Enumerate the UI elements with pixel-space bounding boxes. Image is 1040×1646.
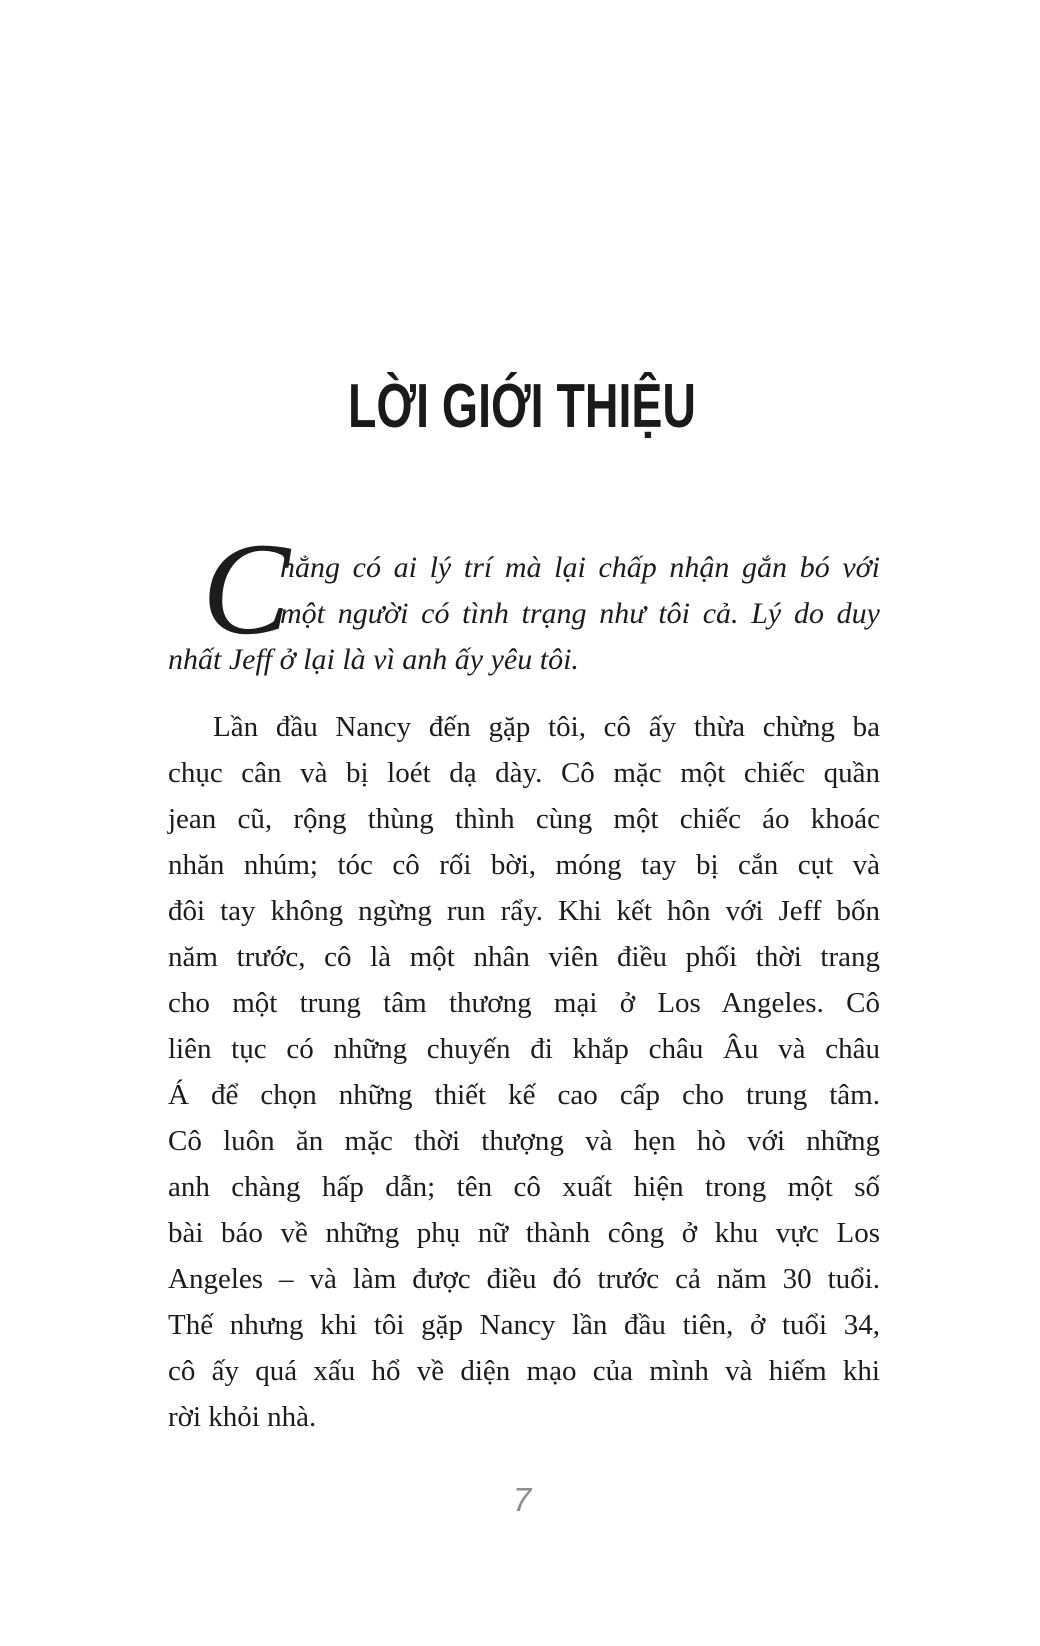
intro-line: một người có tình trạng như tôi cả. Lý do duy: [280, 597, 880, 630]
body-line: Lần đầu Nancy đến gặp tôi, cô ấy thừa chừng ba: [213, 711, 880, 743]
chapter-title: [164, 371, 880, 442]
body-line: Angeles – và làm được điều đó trước cả năm 30 tuổi.: [168, 1263, 880, 1295]
body-line: chục cân và bị loét dạ dày. Cô mặc một chiếc quần: [168, 757, 880, 789]
body-line: năm trước, cô là một nhân viên điều phối thời trang: [168, 941, 880, 973]
body-line: rời khỏi nhà.: [168, 1401, 317, 1433]
body-line: cô ấy quá xấu hổ về diện mạo của mình và hiếm khi: [168, 1355, 880, 1387]
body-line: jean cũ, rộng thùng thình cùng một chiếc áo khoác: [168, 803, 880, 835]
body-line: liên tục có những chuyến đi khắp châu Âu và châu: [168, 1033, 880, 1065]
body-line: cho một trung tâm thương mại ở Los Angeles. Cô: [168, 987, 880, 1019]
drop-cap: C: [202, 515, 291, 662]
body-line: Cô luôn ăn mặc thời thượng và hẹn hò với những: [168, 1125, 880, 1157]
chapter-title-text: LỜI GIỚI THIỆU: [347, 372, 696, 441]
page-number: 7: [512, 1481, 532, 1518]
intro-line: hẳng có ai lý trí mà lại chấp nhận gắn bó với: [280, 551, 880, 584]
body-line: Á để chọn những thiết kế cao cấp cho trung tâm.: [168, 1079, 880, 1111]
body-line: anh chàng hấp dẫn; tên cô xuất hiện trong một số: [168, 1171, 880, 1203]
intro-line: nhất Jeff ở lại là vì anh ấy yêu tôi.: [168, 643, 579, 676]
body-line: bài báo về những phụ nữ thành công ở khu vực Los: [168, 1217, 880, 1249]
body-line: nhăn nhúm; tóc cô rối bời, móng tay bị cắn cụt và: [168, 849, 880, 881]
body-line: Thế nhưng khi tôi gặp Nancy lần đầu tiên, ở tuổi 34,: [168, 1309, 880, 1341]
body-line: đôi tay không ngừng run rẩy. Khi kết hôn với Jeff bốn: [168, 895, 880, 927]
body-paragraph: [168, 704, 880, 1440]
intro-paragraph: [168, 515, 880, 683]
